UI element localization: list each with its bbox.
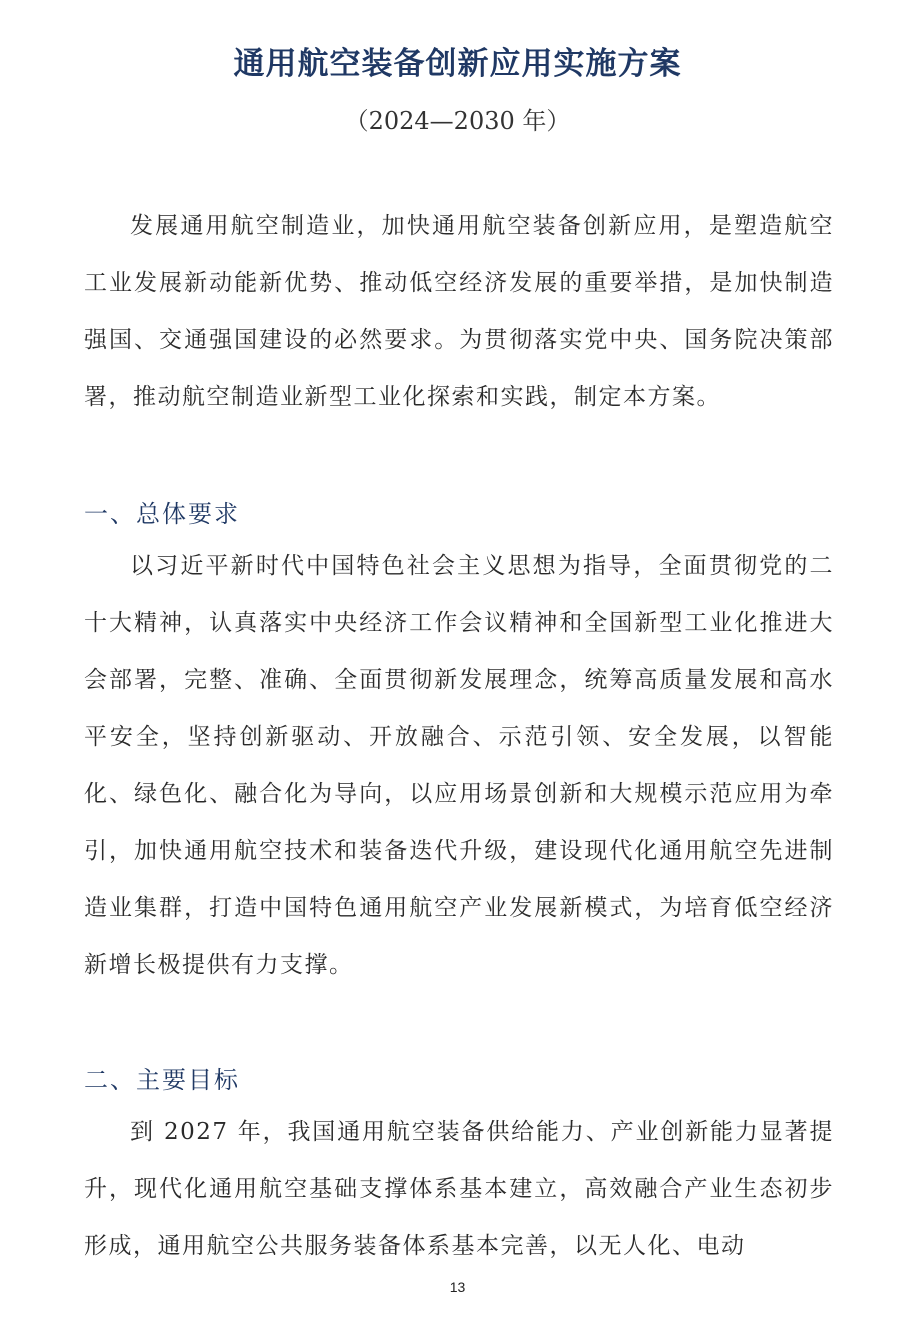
- page-subtitle: （2024—2030 年）: [344, 107, 571, 135]
- page-number: 13: [449, 1279, 466, 1295]
- section-heading-general-requirements: 一、总体要求: [84, 500, 240, 528]
- section-paragraph-main-goals: 到 2027 年，我国通用航空装备供给能力、产业创新能力显著提升，现代化通用航空基础支撑体系基本建立，高效融合产业生态初步形成，通用航空公共服务装备体系基本完善，以无人化、电动: [84, 1119, 834, 1259]
- section-paragraph-general-requirements: 以习近平新时代中国特色社会主义思想为指导，全面贯彻党的二十大精神，认真落实中央经济工作会议精神和全国新型工业化推进大会部署，完整、准确、全面贯彻新发展理念，统筹高质量发展和高水平安全，坚持创新驱动、开放融合、示范引领、安全发展，以智能化、绿色化、融合化为导向，以应用场景创新和大规模示范应用为牵引，加快通用航空技术和装备迭代升级，建设现代化通用航空先进制造业集群，打造中国特色通用航空产业发展新模式，为培育低空经济新增长极提供有力支撑。: [84, 553, 834, 978]
- intro-paragraph: 发展通用航空制造业，加快通用航空装备创新应用，是塑造航空工业发展新动能新优势、推动低空经济发展的重要举措，是加快制造强国、交通强国建设的必然要求。为贯彻落实党中央、国务院决策部署，推动航空制造业新型工业化探索和实践，制定本方案。: [84, 213, 834, 410]
- section-heading-main-goals: 二、主要目标: [84, 1066, 240, 1094]
- page-title: 通用航空装备创新应用实施方案: [233, 46, 682, 82]
